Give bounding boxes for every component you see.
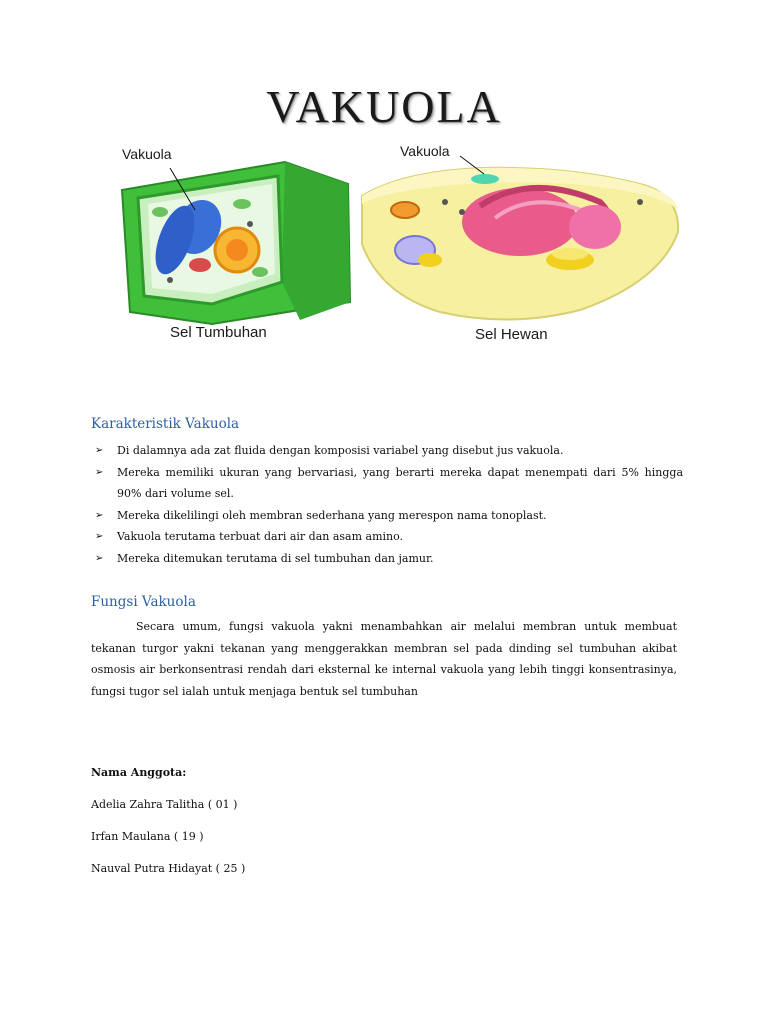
list-item: ➢ Mereka ditemukan terutama di sel tumbuhan dan jamur. — [93, 548, 683, 570]
plant-vacuole-label: Vakuola — [122, 146, 172, 162]
list-item: ➢ Mereka dikelilingi oleh membran sederhana yang merespon nama tonoplast. — [93, 505, 683, 527]
member-name: Nauval Putra Hidayat ( 25 ) — [91, 862, 246, 875]
animal-cell-caption: Sel Hewan — [475, 326, 548, 343]
member-name: Irfan Maulana ( 19 ) — [91, 830, 204, 843]
plant-cell-drawing — [122, 162, 350, 324]
page-title: VAKUOLA — [266, 81, 502, 132]
list-item: ➢ Mereka memiliki ukuran yang bervariasi, yang berarti mereka dapat menempati dari 5% hingga 90% dari volume sel. — [93, 462, 683, 505]
arrow-bullet-icon: ➢ — [95, 552, 104, 564]
fungsi-heading: Fungsi Vakuola — [91, 594, 196, 610]
arrow-bullet-icon: ➢ — [95, 466, 104, 478]
list-item: ➢ Di dalamnya ada zat fluida dengan komposisi variabel yang disebut jus vakuola. — [93, 440, 683, 462]
karakteristik-heading: Karakteristik Vakuola — [91, 416, 240, 432]
arrow-bullet-icon: ➢ — [95, 509, 104, 521]
animal-cell-drawing — [362, 156, 678, 320]
arrow-bullet-icon: ➢ — [95, 445, 104, 456]
list-item: ➢ Vakuola terutama terbuat dari air dan asam amino. — [93, 526, 683, 548]
karakteristik-list — [93, 440, 683, 569]
plant-cell-caption: Sel Tumbuhan — [170, 324, 267, 341]
animal-vacuole-label: Vakuola — [400, 143, 450, 159]
arrow-bullet-icon: ➢ — [95, 531, 104, 542]
members-heading: Nama Anggota: — [91, 766, 187, 779]
cell-illustration — [100, 132, 690, 352]
fungsi-paragraph: Secara umum, fungsi vakuola yakni menambahkan air melalui membran untuk membuat tekanan turgor yakni tekanan yang menggerakkan membran sel pada dinding sel tumbuhan akibat osmosis air berkonsentrasi rendah dari eksternal ke internal vakuola yang lebih tinggi konsentrasinya, fungsi tugor sel ialah untuk menjaga bentuk sel tumbuhan — [91, 620, 677, 698]
member-name: Adelia Zahra Talitha ( 01 ) — [91, 798, 238, 811]
vacuole-cells-figure — [100, 132, 690, 352]
